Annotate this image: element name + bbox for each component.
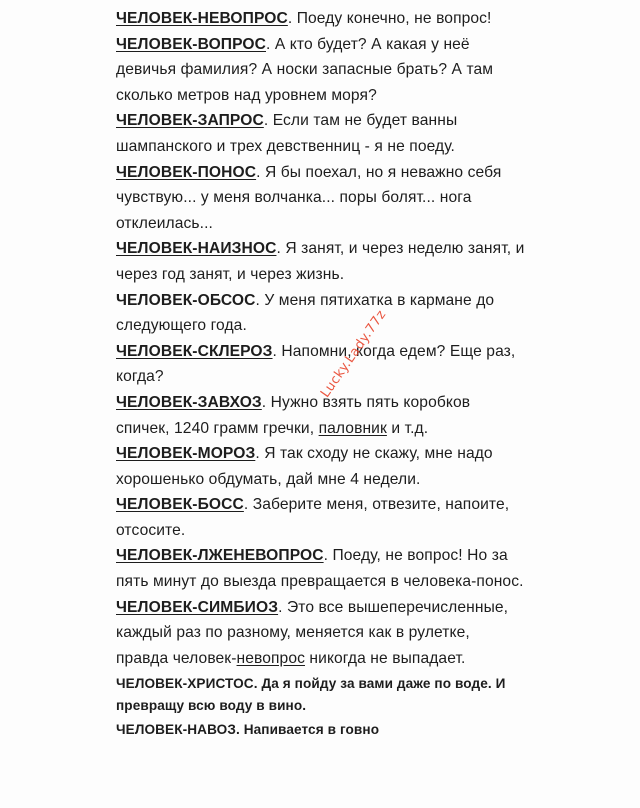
entry-body: . Напомни, когда едем? Еще раз, когда? <box>116 342 516 386</box>
entry-term: ЧЕЛОВЕК-СИМБИОЗ <box>116 598 279 616</box>
entry-body-text: . Нужно взять пять коробков спичек, 1240 грамм гречки, <box>116 393 471 437</box>
entry-body-underlined: невопрос <box>236 649 305 667</box>
entry-term: ЧЕЛОВЕК-МОРОЗ <box>116 445 256 463</box>
entry-moroz <box>116 441 526 492</box>
entry-navoz <box>116 719 526 741</box>
entry-term: ЧЕЛОВЕК-ВОПРОС <box>116 35 266 53</box>
entry-body-text: и т.д. <box>386 419 429 437</box>
entry-body: . Я так сходу не скажу, мне надо хорошенько обдумать, дай мне 4 недели. <box>116 445 493 488</box>
entry-term: ЧЕЛОВЕК-ПОНОС <box>116 163 257 181</box>
entry-term: ЧЕЛОВЕК-НАВОЗ <box>116 722 236 738</box>
entry-body: . Поеду конечно, не вопрос! <box>287 10 492 27</box>
entry-body: . У меня пятихатка в кармане до следующего года. <box>116 291 495 335</box>
entry-zapros <box>116 108 526 159</box>
entry-term: ЧЕЛОВЕК-ХРИСТОС <box>116 676 254 692</box>
entry-hristos <box>116 673 526 717</box>
entry-zavhoz <box>116 390 526 441</box>
entry-body-text: никогда не выпадает. <box>304 649 466 667</box>
entry-term: ЧЕЛОВЕК-ЛЖЕНЕВОПРОС <box>116 547 324 565</box>
entry-body: . Да я пойду за вами даже по воде. И превращу всю воду в вино. <box>116 676 506 714</box>
entry-skleroz <box>116 339 526 390</box>
entry-body: . Напивается в говно <box>235 722 380 738</box>
entry-term: ЧЕЛОВЕК-НЕВОПРОС <box>116 10 288 27</box>
entry-body-text: . Это все вышеперечисленные, каждый раз по разному, меняется как в рулетке, правда человек- <box>116 598 509 667</box>
entry-obsos <box>116 288 526 339</box>
entry-body: . Я занят, и через неделю занят, и через год занят, и через жизнь. <box>116 240 525 283</box>
entry-term: ЧЕЛОВЕК-БОСС <box>116 496 244 514</box>
entry-ponos <box>116 160 526 237</box>
document-text <box>116 6 526 741</box>
watermark-signature: Lucky.Lady.77z <box>318 307 390 401</box>
entry-term: ЧЕЛОВЕК-СКЛЕРОЗ <box>116 342 273 360</box>
entry-nevopros <box>116 6 526 32</box>
entry-body: . Я бы поехал, но я неважно себя чувствую... у меня волчанка... поры болят... нога отклеилась... <box>116 163 502 232</box>
entry-term: ЧЕЛОВЕК-ОБСОС <box>116 291 256 309</box>
entry-simbioz <box>116 595 526 672</box>
entry-vopros <box>116 32 526 109</box>
entry-term: ЧЕЛОВЕК-ЗАВХОЗ <box>116 393 262 411</box>
entry-body-underlined: паловник <box>318 419 387 437</box>
entry-term: ЧЕЛОВЕК-НАИЗНОС <box>116 240 277 258</box>
entry-naiznos <box>116 236 526 287</box>
entry-body: . А кто будет? А какая у неё девичья фамилия? А носки запасные брать? А там сколько метров над уровнем моря? <box>116 35 494 104</box>
entry-lzhenevopros <box>116 543 526 594</box>
entry-term: ЧЕЛОВЕК-ЗАПРОС <box>116 112 264 130</box>
entry-body: . Заберите меня, отвезите, напоите, отсосите. <box>116 496 510 539</box>
entry-boss <box>116 492 526 543</box>
entry-body: . Поеду, не вопрос! Но за пять минут до выезда превращается в человека-понос. <box>116 547 524 591</box>
entry-body: . Если там не будет ванны шампанского и трех девственниц - я не поеду. <box>116 112 458 155</box>
